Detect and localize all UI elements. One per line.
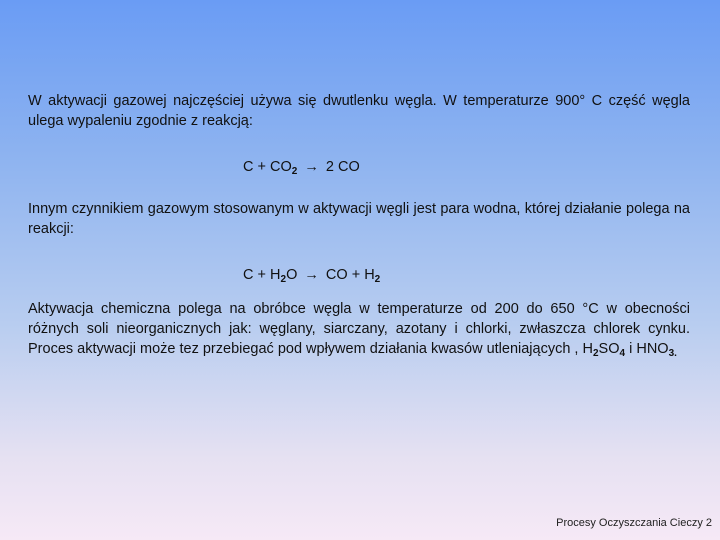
plus-sign: + [257, 159, 266, 175]
product-co: 2 CO [325, 159, 360, 175]
acid-sulfuric: $H_2SO_4$ [582, 341, 626, 359]
reactant-carbon: C [243, 267, 254, 283]
product-co: CO [325, 267, 348, 283]
acid-nitric: $HNO_{3.}$ [636, 341, 677, 359]
reaction-h2o [243, 265, 380, 285]
reactant-water: $H_2O$ [270, 267, 298, 285]
paragraph-chemical-activation: Aktywacja chemiczna polega na obróbce węgla w temperaturze od 200 do 650 °C w obecności różnych soli nieorganicznych jak: węglany, siarczany, azotany i chlorki, zwłaszcza chlorek cynku. Proces aktywacji może tez przebiegać pod wpływem działania kwasów utleniających , $H_2SO_4$ i $HNO_{3.}$ [28, 301, 690, 359]
paragraph-steam-activation: Innym czynnikiem gazowym stosowanym w aktywacji węgli jest para wodna, której działanie polega na reakcji: [28, 201, 690, 237]
reaction-arrow-icon: → [304, 267, 319, 283]
plus-sign: + [257, 267, 266, 283]
paragraph-gas-activation: W aktywacji gazowej najczęściej używa się dwutlenku węgla. W temperaturze 900° C część węgla ulega wypaleniu zgodnie z reakcją: [28, 93, 690, 129]
reactant-carbon: C [243, 159, 254, 175]
product-hydrogen: $H_2$ [364, 267, 381, 285]
reaction-arrow-icon: → [304, 159, 319, 175]
slide-footer: Procesy Oczyszczania Cieczy 2 [556, 517, 712, 529]
plus-sign: + [351, 267, 361, 283]
reaction-co2 [243, 157, 360, 177]
reactant-co2: $CO_2$ [270, 159, 298, 177]
